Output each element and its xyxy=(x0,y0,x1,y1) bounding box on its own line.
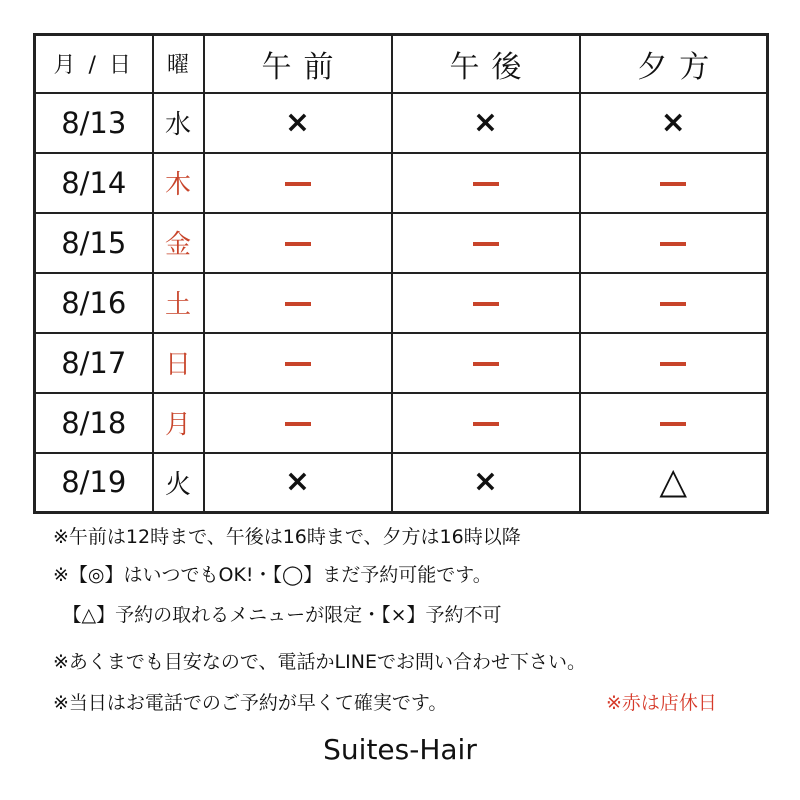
schedule-row xyxy=(35,153,768,213)
row-weekday: 水 xyxy=(153,93,204,153)
schedule-row xyxy=(35,213,768,273)
slot-evening xyxy=(580,333,768,393)
row-date: 8/19 xyxy=(35,453,153,513)
slot-afternoon xyxy=(392,453,580,513)
reservation-schedule-table xyxy=(33,33,769,514)
closed-dash-icon xyxy=(285,242,311,246)
row-weekday: 日 xyxy=(153,333,204,393)
closed-dash-icon xyxy=(660,182,686,186)
row-date: 8/16 xyxy=(35,273,153,333)
limited-triangle-icon: △ xyxy=(659,461,688,503)
header-morning: 午前 xyxy=(204,35,392,93)
row-weekday: 木 xyxy=(153,153,204,213)
slot-afternoon xyxy=(392,93,580,153)
note-red-closed-days: ※赤は店休日 xyxy=(606,692,717,714)
closed-dash-icon xyxy=(660,302,686,306)
slot-evening xyxy=(580,273,768,333)
slot-afternoon xyxy=(392,273,580,333)
unavailable-cross-icon: × xyxy=(660,104,686,140)
header-evening: 夕方 xyxy=(580,35,768,93)
slot-evening xyxy=(580,213,768,273)
unavailable-cross-icon: × xyxy=(472,464,499,500)
note-symbol-legend-1: ※【◎】はいつでもOK!・【◯】まだ予約可能です。 xyxy=(53,564,492,586)
slot-morning xyxy=(204,333,392,393)
slot-morning xyxy=(204,213,392,273)
note-same-day: ※当日はお電話でのご予約が早くて確実です。 xyxy=(53,692,448,714)
note-time-definition: ※午前は12時まで、午後は16時まで、夕方は16時以降 xyxy=(53,526,521,548)
slot-morning xyxy=(204,453,392,513)
slot-evening xyxy=(580,93,768,153)
header-row xyxy=(35,35,768,93)
slot-morning xyxy=(204,93,392,153)
closed-dash-icon xyxy=(285,182,311,186)
row-date: 8/18 xyxy=(35,393,153,453)
unavailable-cross-icon: × xyxy=(284,104,311,140)
row-date: 8/13 xyxy=(35,93,153,153)
closed-dash-icon xyxy=(660,242,686,246)
closed-dash-icon xyxy=(473,362,499,366)
row-weekday: 月 xyxy=(153,393,204,453)
row-date: 8/17 xyxy=(35,333,153,393)
slot-morning xyxy=(204,273,392,333)
header-afternoon: 午後 xyxy=(392,35,580,93)
row-weekday: 火 xyxy=(153,453,204,513)
slot-morning xyxy=(204,153,392,213)
slot-afternoon xyxy=(392,393,580,453)
closed-dash-icon xyxy=(473,182,499,186)
schedule-row xyxy=(35,333,768,393)
closed-dash-icon xyxy=(473,242,499,246)
schedule-row xyxy=(35,273,768,333)
closed-dash-icon xyxy=(285,422,311,426)
note-contact: ※あくまでも目安なので、電話かLINEでお問い合わせ下さい。 xyxy=(53,651,586,673)
row-weekday: 土 xyxy=(153,273,204,333)
row-date: 8/15 xyxy=(35,213,153,273)
row-date: 8/14 xyxy=(35,153,153,213)
closed-dash-icon xyxy=(660,362,686,366)
header-date: 月 / 日 xyxy=(35,35,153,93)
closed-dash-icon xyxy=(473,422,499,426)
note-symbol-legend-2: 【△】予約の取れるメニューが限定・【×】予約不可 xyxy=(53,604,502,626)
unavailable-cross-icon: × xyxy=(472,104,499,140)
slot-evening xyxy=(580,153,768,213)
slot-evening xyxy=(580,453,768,513)
schedule-body xyxy=(35,93,768,513)
schedule-row xyxy=(35,93,768,153)
slot-afternoon xyxy=(392,213,580,273)
row-weekday: 金 xyxy=(153,213,204,273)
closed-dash-icon xyxy=(660,422,686,426)
schedule-row xyxy=(35,393,768,453)
slot-afternoon xyxy=(392,153,580,213)
unavailable-cross-icon: × xyxy=(284,464,311,500)
slot-evening xyxy=(580,393,768,453)
closed-dash-icon xyxy=(285,362,311,366)
closed-dash-icon xyxy=(285,302,311,306)
salon-brand-name: Suites-Hair xyxy=(323,733,477,766)
slot-afternoon xyxy=(392,333,580,393)
closed-dash-icon xyxy=(473,302,499,306)
schedule-row xyxy=(35,453,768,513)
slot-morning xyxy=(204,393,392,453)
header-day: 曜 xyxy=(153,35,204,93)
